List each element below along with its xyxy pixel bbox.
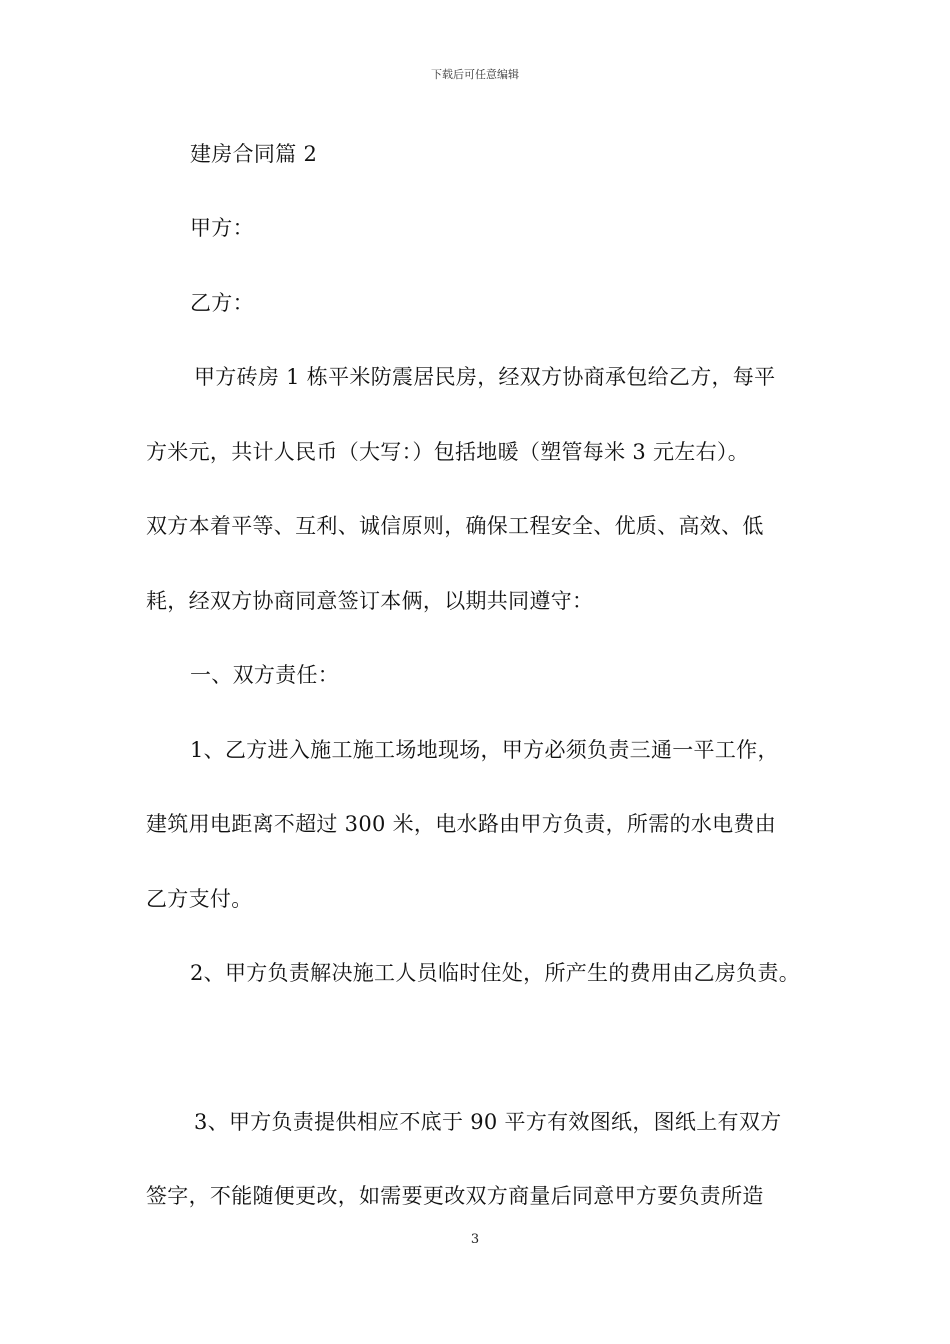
paragraph-line: 签字，不能随便更改，如需要更改双方商量后同意甲方要负责所造 [146,1184,764,1208]
paragraph-line: 双方本着平等、互利、诚信原则，确保工程安全、优质、高效、低 [146,514,764,538]
paragraph-line: 甲方砖房 1 栋平米防震居民房，经双方协商承包给乙方，每平 [194,365,776,389]
section-heading: 一、双方责任： [190,663,340,687]
paragraph-line: 耗，经双方协商同意签订本俩，以期共同遵守： [146,589,594,613]
page-number: 3 [470,1232,480,1247]
party-a-label: 甲方： [190,216,254,240]
document-title: 建房合同篇 2 [190,142,318,166]
paragraph-line: 1、乙方进入施工施工场地现场，甲方必须负责三通一平工作， [190,738,779,762]
party-b-label: 乙方： [190,291,254,315]
paragraph-line: 2、甲方负责解决施工人员临时住处，所产生的费用由乙房负责。 [190,961,801,985]
page-header: 下载后可任意编辑 [431,68,519,81]
paragraph-line: 乙方支付。 [146,887,253,911]
paragraph-line: 3、甲方负责提供相应不底于 90 平方有效图纸，图纸上有双方 [194,1110,782,1134]
paragraph-line: 方米元，共计人民币（大写：）包括地暖（塑管每米 3 元左右）。 [146,440,750,464]
paragraph-line: 建筑用电距离不超过 300 米，电水路由甲方负责，所需的水电费由 [146,812,777,836]
